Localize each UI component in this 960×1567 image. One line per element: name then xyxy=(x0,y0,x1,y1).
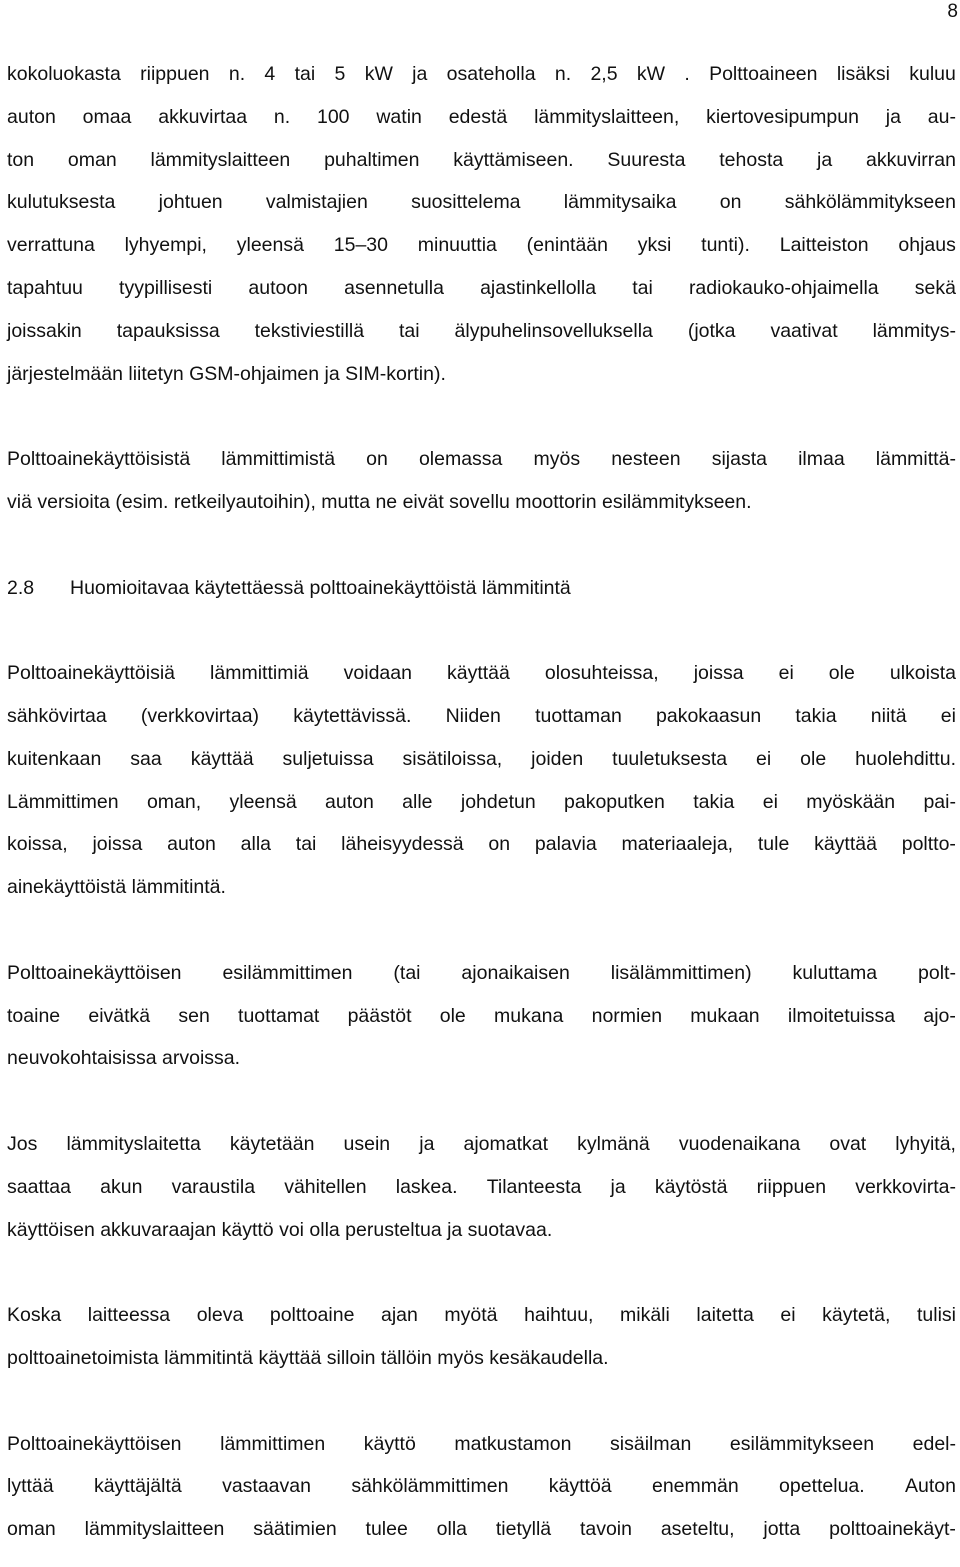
paragraph xyxy=(7,952,956,1080)
text-line: oman lämmityslaitteen säätimien tulee olla tietyllä tavoin aseteltu, jotta polttoainekäyt- xyxy=(7,1518,956,1541)
document-body xyxy=(7,53,956,1551)
text-line: toaine eivätkä sen tuottamat päästöt ole mukana normien mukaan ilmoitetuissa ajo- xyxy=(7,1004,956,1027)
text-line: Polttoainekäyttöisen lämmittimen käyttö matkustamon sisäilman esilämmitykseen edel- xyxy=(7,1432,956,1455)
text-line: järjestelmään liitetyn GSM-ohjaimen ja SIM-kortin). xyxy=(7,362,446,385)
paragraph xyxy=(7,1123,956,1251)
text-line: saattaa akun varaustila vähitellen laskea. Tilanteesta ja käytöstä riippuen verkkovirta- xyxy=(7,1175,956,1198)
paragraph xyxy=(7,652,956,909)
text-line: lyttää käyttäjältä vastaavan sähkölämmittimen käyttöä enemmän opettelua. Auton xyxy=(7,1475,956,1498)
text-line: Koska laitteessa oleva polttoaine ajan myötä haihtuu, mikäli laitetta ei käytetä, tulisi xyxy=(7,1304,956,1327)
text-line: tapahtuu tyypillisesti autoon asennetulla ajastinkellolla tai radiokauko-ohjaimella sekä xyxy=(7,276,956,299)
paragraph xyxy=(7,1294,956,1380)
text-line: polttoainetoimista lämmitintä käyttää silloin tällöin myös kesäkaudella. xyxy=(7,1346,609,1369)
text-line: Lämmittimen oman, yleensä auton alle johdetun pakoputken takia ei myöskään pai- xyxy=(7,790,956,813)
text-line: joissakin tapauksissa tekstiviestillä tai älypuhelinsovelluksella (jotka vaativat lämmitys- xyxy=(7,319,956,342)
text-line: Polttoainekäyttöisistä lämmittimistä on olemassa myös nesteen sijasta ilmaa lämmittä- xyxy=(7,448,956,471)
text-line: viä versioita (esim. retkeilyautoihin), mutta ne eivät sovellu moottorin esilämmitykseen. xyxy=(7,490,752,513)
section-title: Huomioitavaa käytettäessä polttoainekäyttöistä lämmitintä xyxy=(70,576,571,599)
text-line: kulutuksesta johtuen valmistajien suosittelema lämmitysaika on sähkölämmitykseen xyxy=(7,191,956,214)
text-line: neuvokohtaisissa arvoissa. xyxy=(7,1047,241,1070)
text-line: ton oman lämmityslaitteen puhaltimen käyttämiseen. Suuresta tehosta ja akkuvirran xyxy=(7,148,956,171)
section-heading xyxy=(7,567,956,610)
text-line: Polttoainekäyttöisiä lämmittimiä voidaan käyttää olosuhteissa, joissa ei ole ulkoista xyxy=(7,662,956,685)
text-line: verrattuna lyhyempi, yleensä 15–30 minuuttia (enintään yksi tunti). Laitteiston ohjaus xyxy=(7,234,956,257)
text-line: Polttoainekäyttöisen esilämmittimen (tai ajonaikaisen lisälämmittimen) kuluttama polt- xyxy=(7,961,956,984)
text-line: auton omaa akkuvirtaa n. 100 watin edestä lämmityslaitteen, kiertovesipumpun ja au- xyxy=(7,105,956,128)
section-number: 2.8 xyxy=(7,576,35,599)
text-line: käyttöisen akkuvaraajan käyttö voi olla perusteltua ja suotavaa. xyxy=(7,1218,553,1241)
text-line: ainekäyttöistä lämmitintä. xyxy=(7,876,226,899)
page-number: 8 xyxy=(947,1,958,22)
text-line: sähkövirtaa (verkkovirtaa) käytettävissä. Niiden tuottaman pakokaasun takia niitä ei xyxy=(7,704,956,727)
text-line: Jos lämmityslaitetta käytetään usein ja ajomatkat kylmänä vuodenaikana ovat lyhyitä, xyxy=(7,1132,956,1155)
text-line: koissa, joissa auton alla tai läheisyydessä on palavia materiaaleja, tule käyttää poltto- xyxy=(7,833,956,856)
paragraph xyxy=(7,53,956,395)
text-line: kuitenkaan saa käyttää suljetuissa sisätiloissa, joiden tuuletuksesta ei ole huolehdittu. xyxy=(7,747,956,770)
paragraph xyxy=(7,438,956,524)
text-line: kokoluokasta riippuen n. 4 tai 5 kW ja osateholla n. 2,5 kW . Polttoaineen lisäksi kuluu xyxy=(7,63,956,85)
paragraph xyxy=(7,1423,956,1551)
